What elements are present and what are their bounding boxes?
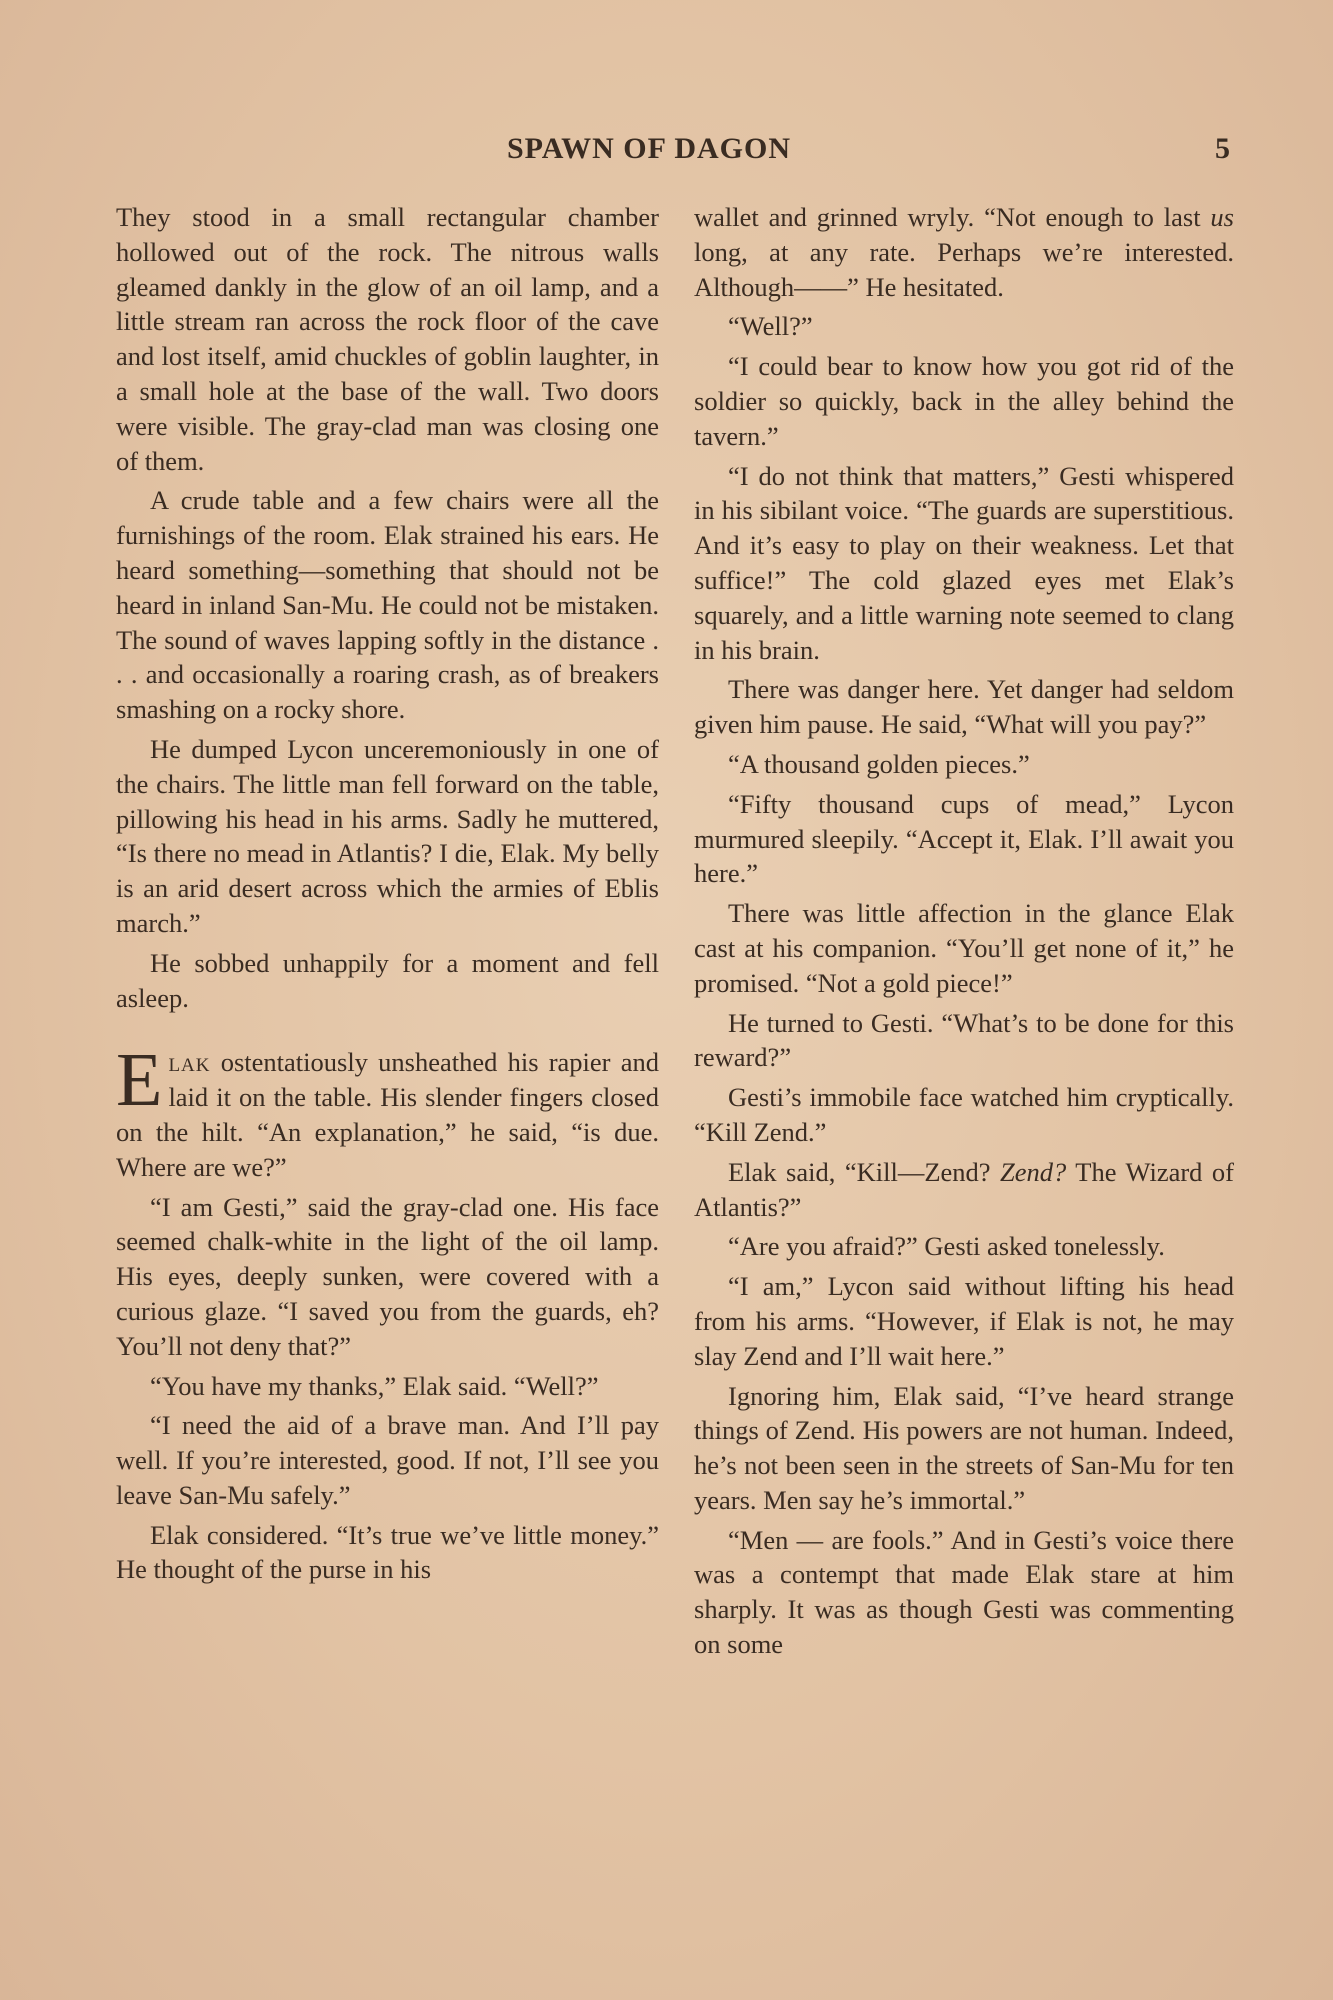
running-title: SPAWN OF DAGON: [507, 132, 791, 165]
paragraph: “I could bear to know how you got rid of the soldier so quickly, back in the alley behind the tavern.”: [694, 351, 1234, 451]
paragraph-text: Elak said, “Kill—Zend?: [728, 1156, 1001, 1187]
paragraph-text: ostentatiously unsheathed his rapier and laid it on the table. His slender fingers closed on the hilt. “An explanation,” he said, “is due. Where are we?”: [116, 1047, 659, 1182]
paragraph: [694, 200, 1234, 304]
left-column: [116, 200, 659, 1587]
paragraph: Ignoring him, Elak said, “I’ve heard strange things of Zend. His powers are not human. Indeed, he’s not been seen in the streets of San-Mu for ten years. Men say he’s immortal.”: [694, 1380, 1234, 1515]
paragraph: There was little affection in the glance Elak cast at his companion. “You’ll get none of it,” he promised. “Not a gold piece!”: [694, 898, 1234, 998]
paragraph: Gesti’s immobile face watched him cryptically. “Kill Zend.”: [694, 1082, 1234, 1147]
paragraph: They stood in a small rectangular chamber hollowed out of the rock. The nitrous walls gleamed dankly in the glow of an oil lamp, and a little stream ran across the rock floor of the cave and lost itself, amid chuckles of goblin laughter, in a small hole at the base of the wall. Two doors were visible. The gray-clad man was closing one of them.: [116, 202, 659, 476]
page-header: [0, 132, 1333, 172]
paragraph: Elak considered. “It’s true we’ve little money.” He thought of the purse in his: [116, 1519, 659, 1585]
small-caps-word: lak: [168, 1047, 211, 1078]
drop-cap: E: [116, 1038, 163, 1123]
paragraph: “Well?”: [728, 311, 813, 342]
paragraph: A crude table and a few chairs were all the furnishings of the room. Elak strained his ears. He heard something—something that should not be heard in inland San-Mu. He could not be mistaken. The sound of waves lapping softly in the distance . . . and occasionally a roaring crash, as of breakers smashing on a rocky shore.: [116, 485, 659, 725]
paragraph: He dumped Lycon unceremoniously in one of the chairs. The little man fell forward on the table, pillowing his head in his arms. Sadly he muttered, “Is there no mead in Atlantis? I die, Elak. My belly is an arid desert across which the armies of Eblis march.”: [116, 733, 659, 938]
paragraph: “Men — are fools.” And in Gesti’s voice there was a contempt that made Elak stare at him sharply. It was as though Gesti was commenting on some: [694, 1524, 1234, 1660]
paragraph-text: wallet and grinned wryly. “Not enough to last: [694, 202, 1211, 232]
paragraph-text: The Wizard of Atlantis?”: [694, 1156, 1234, 1222]
paragraph: “Are you afraid?” Gesti asked tonelessly.: [728, 1231, 1165, 1262]
paragraph: “I am Gesti,” said the gray-clad one. His face seemed chalk-white in the light of the oil lamp. His eyes, deeply sunken, were covered with a curious glaze. “I saved you from the guards, eh? You’ll not deny that?”: [116, 1191, 659, 1361]
paragraph: “A thousand golden pieces.”: [728, 748, 1030, 779]
paragraph: “I do not think that matters,” Gesti whispered in his sibilant voice. “The guards are superstitious. And it’s easy to play on their weakness. Let that suffice!” The cold glazed eyes met Elak’s squarely, and a little warning note seemed to clang in his brain.: [694, 460, 1234, 665]
paragraph: “I need the aid of a brave man. And I’ll pay well. If you’re interested, good. If not, I’ll see you leave San-Mu safely.”: [116, 1410, 659, 1510]
paragraph: “Fifty thousand cups of mead,” Lycon murmured sleepily. “Accept it, Elak. I’ll await you here.”: [694, 788, 1234, 889]
paragraph: He sobbed unhappily for a moment and fell asleep.: [116, 947, 659, 1013]
paragraph: There was danger here. Yet danger had seldom given him pause. He said, “What will you pay?”: [694, 674, 1234, 740]
italic-text: us: [1210, 202, 1234, 232]
paragraph: [694, 1155, 1234, 1225]
right-column: [694, 200, 1234, 1662]
paragraph: “I am,” Lycon said without lifting his head from his arms. “However, if Elak is not, he may slay Zend and I’ll wait here.”: [694, 1271, 1234, 1371]
paragraph: “You have my thanks,” Elak said. “Well?”: [150, 1370, 599, 1401]
page-number: 5: [1215, 132, 1230, 165]
paragraph: He turned to Gesti. “What’s to be done for this reward?”: [694, 1007, 1234, 1073]
paragraph-with-drop-cap: [116, 1038, 659, 1184]
paragraph-text: long, at any rate. Perhaps we’re interested. Although——” He hesitated.: [694, 236, 1234, 302]
italic-text: Zend?: [1000, 1156, 1067, 1187]
